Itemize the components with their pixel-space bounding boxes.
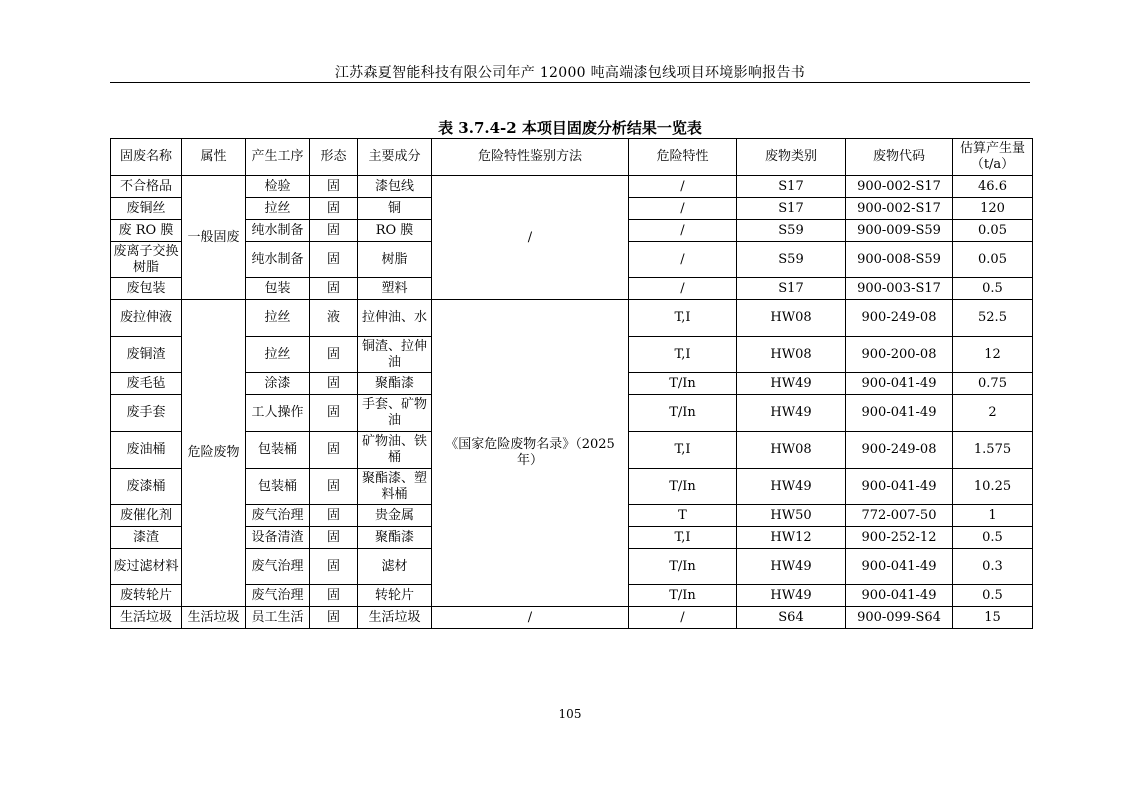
cell-name: 废过滤材料 bbox=[111, 549, 182, 585]
cell-process: 纯水制备 bbox=[246, 220, 310, 242]
cell-amount: 12 bbox=[953, 337, 1033, 373]
cell-category: HW49 bbox=[737, 395, 846, 432]
cell-category: HW12 bbox=[737, 527, 846, 549]
cell-category: HW49 bbox=[737, 585, 846, 607]
cell-name: 废 RO 膜 bbox=[111, 220, 182, 242]
cell-amount: 15 bbox=[953, 607, 1033, 629]
column-header: 产生工序 bbox=[246, 139, 310, 176]
cell-process: 员工生活 bbox=[246, 607, 310, 629]
cell-process: 设备清渣 bbox=[246, 527, 310, 549]
cell-component: 转轮片 bbox=[358, 585, 432, 607]
cell-amount: 1 bbox=[953, 505, 1033, 527]
cell-amount: 0.75 bbox=[953, 373, 1033, 395]
cell-category: S59 bbox=[737, 220, 846, 242]
cell-category: HW08 bbox=[737, 337, 846, 373]
cell-hazard: T,I bbox=[629, 300, 737, 337]
cell-name: 废毛毡 bbox=[111, 373, 182, 395]
cell-hazard: / bbox=[629, 176, 737, 198]
cell-component: 聚酯漆 bbox=[358, 373, 432, 395]
cell-code: 772-007-50 bbox=[846, 505, 953, 527]
cell-hazard: T/In bbox=[629, 549, 737, 585]
cell-name: 废离子交换树脂 bbox=[111, 242, 182, 278]
cell-category: HW49 bbox=[737, 373, 846, 395]
table-row bbox=[111, 607, 1033, 629]
document-header: 江苏森夏智能科技有限公司年产 12000 吨高端漆包线项目环境影响报告书 bbox=[334, 65, 806, 81]
cell-category: HW50 bbox=[737, 505, 846, 527]
cell-form: 固 bbox=[310, 176, 358, 198]
cell-hazard: T/In bbox=[629, 373, 737, 395]
cell-process: 废气治理 bbox=[246, 549, 310, 585]
cell-amount: 46.6 bbox=[953, 176, 1033, 198]
cell-amount: 0.5 bbox=[953, 527, 1033, 549]
cell-code: 900-008-S59 bbox=[846, 242, 953, 278]
cell-code: 900-041-49 bbox=[846, 549, 953, 585]
cell-hazard: / bbox=[629, 607, 737, 629]
cell-form: 固 bbox=[310, 278, 358, 300]
cell-hazard: T bbox=[629, 505, 737, 527]
cell-form: 固 bbox=[310, 373, 358, 395]
cell-amount: 52.5 bbox=[953, 300, 1033, 337]
cell-process: 废气治理 bbox=[246, 505, 310, 527]
cell-component: RO 膜 bbox=[358, 220, 432, 242]
cell-process: 包装桶 bbox=[246, 432, 310, 469]
column-header: 危险特性 bbox=[629, 139, 737, 176]
column-header: 固废名称 bbox=[111, 139, 182, 176]
cell-code: 900-009-S59 bbox=[846, 220, 953, 242]
cell-category: HW08 bbox=[737, 432, 846, 469]
cell-name: 废铜丝 bbox=[111, 198, 182, 220]
cell-component: 树脂 bbox=[358, 242, 432, 278]
cell-code: 900-252-12 bbox=[846, 527, 953, 549]
cell-form: 固 bbox=[310, 505, 358, 527]
column-header: 废物代码 bbox=[846, 139, 953, 176]
cell-name: 废漆桶 bbox=[111, 469, 182, 505]
cell-component: 漆包线 bbox=[358, 176, 432, 198]
cell-component: 滤材 bbox=[358, 549, 432, 585]
cell-component: 铜渣、拉伸油 bbox=[358, 337, 432, 373]
cell-code: 900-041-49 bbox=[846, 373, 953, 395]
cell-amount: 0.5 bbox=[953, 585, 1033, 607]
cell-hazard: / bbox=[629, 242, 737, 278]
cell-name: 废铜渣 bbox=[111, 337, 182, 373]
column-header: 危险特性鉴别方法 bbox=[432, 139, 629, 176]
cell-form: 固 bbox=[310, 585, 358, 607]
cell-code: 900-002-S17 bbox=[846, 176, 953, 198]
cell-process: 工人操作 bbox=[246, 395, 310, 432]
cell-name: 废手套 bbox=[111, 395, 182, 432]
header-rule bbox=[110, 82, 1030, 83]
table-header-row bbox=[111, 139, 1033, 176]
cell-method: 《国家危险废物名录》（2025 年） bbox=[432, 300, 629, 607]
cell-category: S59 bbox=[737, 242, 846, 278]
cell-code: 900-041-49 bbox=[846, 469, 953, 505]
cell-attribute: 危险废物 bbox=[182, 300, 246, 607]
cell-component: 塑料 bbox=[358, 278, 432, 300]
table-body bbox=[111, 176, 1033, 629]
cell-process: 检验 bbox=[246, 176, 310, 198]
cell-component: 矿物油、铁桶 bbox=[358, 432, 432, 469]
cell-code: 900-041-49 bbox=[846, 395, 953, 432]
cell-form: 液 bbox=[310, 300, 358, 337]
cell-code: 900-200-08 bbox=[846, 337, 953, 373]
cell-amount: 120 bbox=[953, 198, 1033, 220]
cell-process: 拉丝 bbox=[246, 337, 310, 373]
cell-method: / bbox=[432, 607, 629, 629]
cell-hazard: T,I bbox=[629, 527, 737, 549]
cell-category: S64 bbox=[737, 607, 846, 629]
cell-form: 固 bbox=[310, 242, 358, 278]
cell-amount: 2 bbox=[953, 395, 1033, 432]
cell-hazard: T/In bbox=[629, 469, 737, 505]
cell-hazard: / bbox=[629, 220, 737, 242]
cell-component: 生活垃圾 bbox=[358, 607, 432, 629]
cell-category: S17 bbox=[737, 278, 846, 300]
cell-component: 聚酯漆 bbox=[358, 527, 432, 549]
cell-method: / bbox=[432, 176, 629, 300]
cell-process: 废气治理 bbox=[246, 585, 310, 607]
cell-amount: 10.25 bbox=[953, 469, 1033, 505]
column-header: 估算产生量（t/a） bbox=[953, 139, 1033, 176]
cell-category: S17 bbox=[737, 198, 846, 220]
cell-form: 固 bbox=[310, 469, 358, 505]
cell-code: 900-041-49 bbox=[846, 585, 953, 607]
cell-code: 900-003-S17 bbox=[846, 278, 953, 300]
cell-component: 贵金属 bbox=[358, 505, 432, 527]
cell-process: 包装 bbox=[246, 278, 310, 300]
cell-attribute: 一般固废 bbox=[182, 176, 246, 300]
table-row bbox=[111, 300, 1033, 337]
table-caption: 表 3.7.4-2 本项目固废分析结果一览表 bbox=[438, 119, 702, 137]
column-header: 形态 bbox=[310, 139, 358, 176]
cell-form: 固 bbox=[310, 432, 358, 469]
cell-category: HW49 bbox=[737, 549, 846, 585]
cell-name: 生活垃圾 bbox=[111, 607, 182, 629]
cell-amount: 0.05 bbox=[953, 242, 1033, 278]
cell-category: HW49 bbox=[737, 469, 846, 505]
cell-name: 废包装 bbox=[111, 278, 182, 300]
cell-hazard: T/In bbox=[629, 585, 737, 607]
column-header: 废物类别 bbox=[737, 139, 846, 176]
cell-hazard: / bbox=[629, 198, 737, 220]
cell-name: 废催化剂 bbox=[111, 505, 182, 527]
cell-process: 涂漆 bbox=[246, 373, 310, 395]
column-header: 属性 bbox=[182, 139, 246, 176]
cell-process: 拉丝 bbox=[246, 198, 310, 220]
cell-name: 不合格品 bbox=[111, 176, 182, 198]
cell-amount: 1.575 bbox=[953, 432, 1033, 469]
cell-name: 废拉伸液 bbox=[111, 300, 182, 337]
cell-category: S17 bbox=[737, 176, 846, 198]
cell-process: 纯水制备 bbox=[246, 242, 310, 278]
cell-component: 手套、矿物油 bbox=[358, 395, 432, 432]
cell-form: 固 bbox=[310, 395, 358, 432]
cell-form: 固 bbox=[310, 549, 358, 585]
cell-code: 900-249-08 bbox=[846, 432, 953, 469]
cell-form: 固 bbox=[310, 220, 358, 242]
column-header: 主要成分 bbox=[358, 139, 432, 176]
cell-name: 漆渣 bbox=[111, 527, 182, 549]
cell-component: 拉伸油、水 bbox=[358, 300, 432, 337]
cell-attribute: 生活垃圾 bbox=[182, 607, 246, 629]
cell-hazard: T/In bbox=[629, 395, 737, 432]
cell-code: 900-099-S64 bbox=[846, 607, 953, 629]
cell-amount: 0.05 bbox=[953, 220, 1033, 242]
cell-component: 铜 bbox=[358, 198, 432, 220]
cell-form: 固 bbox=[310, 607, 358, 629]
cell-code: 900-002-S17 bbox=[846, 198, 953, 220]
cell-amount: 0.3 bbox=[953, 549, 1033, 585]
cell-hazard: / bbox=[629, 278, 737, 300]
cell-component: 聚酯漆、塑料桶 bbox=[358, 469, 432, 505]
cell-hazard: T,I bbox=[629, 432, 737, 469]
table-row bbox=[111, 176, 1033, 198]
cell-hazard: T,I bbox=[629, 337, 737, 373]
cell-name: 废油桶 bbox=[111, 432, 182, 469]
cell-code: 900-249-08 bbox=[846, 300, 953, 337]
cell-category: HW08 bbox=[737, 300, 846, 337]
cell-name: 废转轮片 bbox=[111, 585, 182, 607]
cell-process: 包装桶 bbox=[246, 469, 310, 505]
cell-form: 固 bbox=[310, 198, 358, 220]
cell-amount: 0.5 bbox=[953, 278, 1033, 300]
waste-analysis-table bbox=[110, 138, 1033, 629]
cell-form: 固 bbox=[310, 337, 358, 373]
cell-form: 固 bbox=[310, 527, 358, 549]
page-number: 105 bbox=[558, 707, 582, 721]
cell-process: 拉丝 bbox=[246, 300, 310, 337]
